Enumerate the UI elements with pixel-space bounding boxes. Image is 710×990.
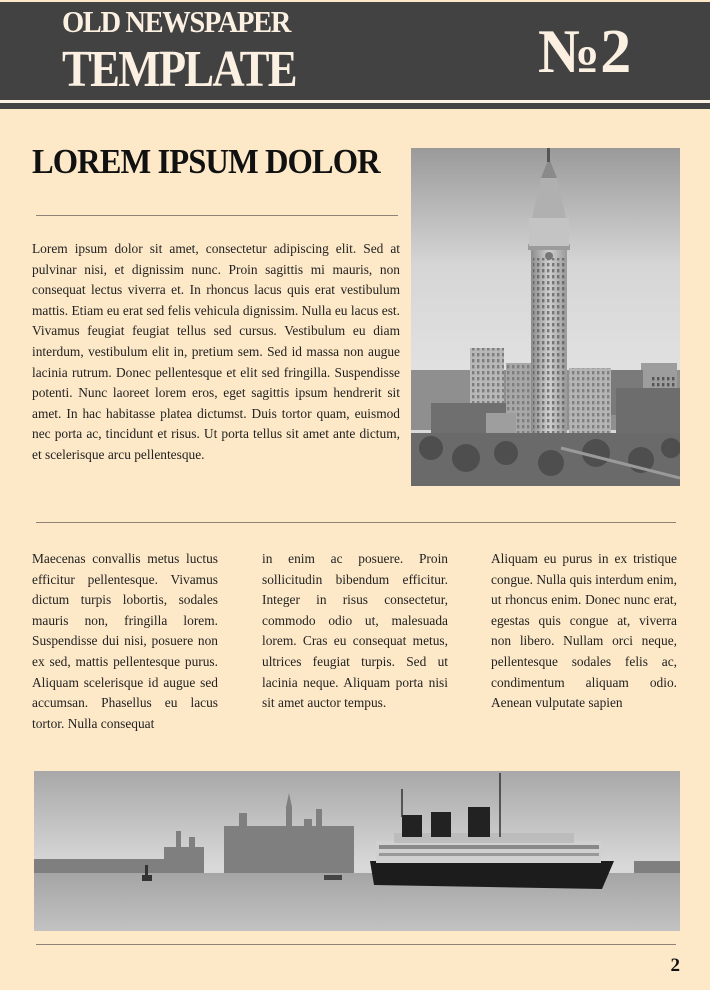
article-column-3: Aliquam eu purus in ex tristique congue. Nulla quis interdum enim, ut rhoncus enim. Donec nunc erat, egestas quis congue at, viverra non libero. Nullam orci neque, pellentesque sodales felis ac, condimentum aliquam odio. Aenean vulputate sapien — [491, 551, 677, 711]
tower-photo — [411, 148, 680, 486]
lead-paragraph: Lorem ipsum dolor sit amet, consectetur adipiscing elit. Sed at pulvinar nisi, et dignissim nunc. Proin sagittis mi mauris, non consequat lectus viverra et. In rhoncus lacus quis erat vestibulum mattis. Etiam eu erat sed felis vehicula dignissim. Nulla eu lacus est. Vivamus feugiat feugiat tellus sed cursus. Vestibulum eu diam interdum, vestibulum elit in, pretium sem. Sed id massa non augue lacinia rutrum. Donec pellentesque et elit sed fringilla. Suspendisse potenti. Nunc laoreet lorem eros, eget sagittis ipsum hendrerit sit amet. In hac habitasse platea dictumst. Duis tortor quam, euismod nec porta ac, tincidunt et risus. Ut porta tellus sit amet ante dictum, et scelerisque arcu pellentesque. — [32, 241, 400, 462]
article-column-2: in enim ac posuere. Proin sollicitudin bibendum efficitur. Integer in risus consectetur, commodo odio ut, malesuada lorem. Cras eu consequat metus, ultrices feugiat turpis. Sed ut lacinia neque. Aliquam porta nisi sit amet auctor tempus. — [262, 551, 448, 711]
article-headline: LOREM IPSUM DOLOR — [32, 142, 380, 181]
masthead-stripe — [0, 103, 710, 109]
section-divider — [36, 522, 676, 523]
masthead-title-line2: TEMPLATE — [62, 41, 296, 98]
masthead — [0, 2, 710, 100]
issue-number: №2 — [538, 18, 632, 86]
tower-photo-image — [411, 148, 680, 486]
article-column-1: Maecenas convallis metus luctus efficitur pellentesque. Vivamus dictum turpis lobortis, sodales mauris non, fringilla lorem. Suspendisse dui nisi, posuere non ex sed, mattis pellentesque purus. Aliquam scelerisque id augue sed accumsan. Phasellus eu lacus tortor. Nulla consequat — [32, 551, 218, 731]
ocean-liner-photo — [34, 771, 680, 931]
page-number: 2 — [670, 955, 680, 976]
headline-divider — [36, 215, 398, 216]
footer-divider — [36, 944, 676, 945]
masthead-title-line1: OLD NEWSPAPER — [62, 4, 290, 39]
ocean-liner-photo-image — [34, 771, 680, 931]
